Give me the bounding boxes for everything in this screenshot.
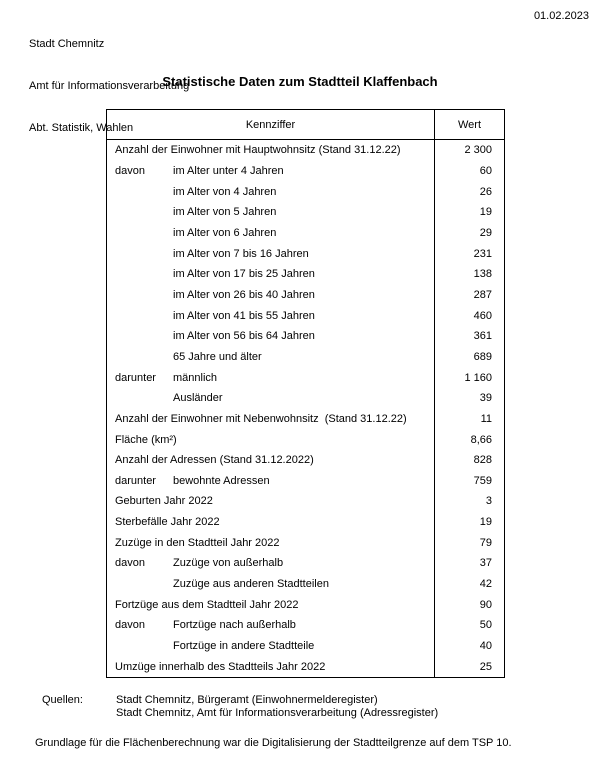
row-label-cell <box>107 223 434 244</box>
row-value: 40 <box>434 636 504 657</box>
row-label: Ausländer <box>173 392 223 405</box>
row-label-cell <box>107 491 434 512</box>
table-row <box>107 594 504 615</box>
row-label: im Alter von 4 Jahren <box>173 185 277 198</box>
row-label-cell <box>107 161 434 182</box>
table-row <box>107 326 504 347</box>
row-label: Sterbefälle Jahr 2022 <box>115 516 220 529</box>
page-title: Statistische Daten zum Stadtteil Klaffenbach <box>162 74 438 89</box>
row-prefix: davon <box>115 164 145 177</box>
row-label-cell <box>107 429 434 450</box>
row-value: 42 <box>434 574 504 595</box>
statistics-table <box>106 109 505 678</box>
table-header-row <box>107 110 504 140</box>
table-row <box>107 553 504 574</box>
row-label-cell <box>107 367 434 388</box>
row-label: Anzahl der Adressen (Stand 31.12.2022) <box>115 454 314 467</box>
row-label: bewohnte Adressen <box>173 474 270 487</box>
row-label: Fläche (km²) <box>115 433 177 446</box>
row-value: 689 <box>434 347 504 368</box>
row-label: im Alter von 56 bis 64 Jahren <box>173 330 315 343</box>
row-label-cell <box>107 202 434 223</box>
row-label-cell <box>107 264 434 285</box>
letterhead-line-office: Amt für Informationsverarbeitung <box>29 80 190 92</box>
row-value: 39 <box>434 388 504 409</box>
row-value: 60 <box>434 161 504 182</box>
row-value: 19 <box>434 202 504 223</box>
row-label: im Alter von 26 bis 40 Jahren <box>173 288 315 301</box>
source-line: Stadt Chemnitz, Bürgeramt (Einwohnermelderegister) <box>116 694 378 706</box>
row-label: Fortzüge in andere Stadtteile <box>173 640 315 653</box>
row-label-cell <box>107 305 434 326</box>
table-row <box>107 202 504 223</box>
table-row <box>107 264 504 285</box>
letterhead-line-city: Stadt Chemnitz <box>29 38 105 50</box>
table-row <box>107 161 504 182</box>
row-label: im Alter von 5 Jahren <box>173 206 277 219</box>
row-label-cell <box>107 140 434 161</box>
row-label: Zuzüge aus anderen Stadtteilen <box>173 578 329 591</box>
row-label: im Alter von 17 bis 25 Jahren <box>173 268 315 281</box>
table-row <box>107 532 504 553</box>
table-row <box>107 512 504 533</box>
row-value: 26 <box>434 181 504 202</box>
row-value: 25 <box>434 656 504 677</box>
row-value: 361 <box>434 326 504 347</box>
document-date: 01.02.2023 <box>533 10 589 22</box>
row-label: Geburten Jahr 2022 <box>115 495 213 508</box>
row-prefix: davon <box>115 619 145 632</box>
row-label-cell <box>107 243 434 264</box>
row-value: 37 <box>434 553 504 574</box>
row-label: 65 Jahre und älter <box>173 350 262 363</box>
row-value: 138 <box>434 264 504 285</box>
footnote: Grundlage für die Flächenberechnung war die Digitalisierung der Stadtteilgrenze auf dem TSP 10. <box>35 737 512 749</box>
row-value: 11 <box>434 409 504 430</box>
table-row <box>107 491 504 512</box>
row-value: 3 <box>434 491 504 512</box>
table-row <box>107 450 504 471</box>
table-row <box>107 656 504 677</box>
row-label: Anzahl der Einwohner mit Hauptwohnsitz (Stand 31.12.22) <box>115 144 401 157</box>
table-row <box>107 471 504 492</box>
row-label-cell <box>107 388 434 409</box>
table-row <box>107 305 504 326</box>
source-line: Stadt Chemnitz, Amt für Informationsverarbeitung (Adressregister) <box>116 707 439 719</box>
row-label-cell <box>107 326 434 347</box>
row-value: 90 <box>434 594 504 615</box>
row-label: Anzahl der Einwohner mit Nebenwohnsitz (Stand 31.12.22) <box>115 412 407 425</box>
table-row <box>107 140 504 161</box>
row-prefix: darunter <box>115 371 156 384</box>
row-label: männlich <box>173 371 218 384</box>
row-label-cell <box>107 532 434 553</box>
row-value: 29 <box>434 223 504 244</box>
table-row <box>107 223 504 244</box>
table-row <box>107 388 504 409</box>
table-row <box>107 636 504 657</box>
row-label: im Alter von 7 bis 16 Jahren <box>173 247 309 260</box>
row-label-cell <box>107 615 434 636</box>
table-row <box>107 574 504 595</box>
table-row <box>107 367 504 388</box>
row-label: im Alter von 41 bis 55 Jahren <box>173 309 315 322</box>
row-label: Fortzüge aus dem Stadtteil Jahr 2022 <box>115 598 299 611</box>
row-value: 8,66 <box>434 429 504 450</box>
table-row <box>107 409 504 430</box>
column-header-wert: Wert <box>434 110 504 139</box>
row-label: im Alter von 6 Jahren <box>173 226 277 239</box>
row-label: Zuzüge von außerhalb <box>173 557 284 570</box>
row-label-cell <box>107 181 434 202</box>
row-value: 231 <box>434 243 504 264</box>
row-label-cell <box>107 656 434 677</box>
row-label-cell <box>107 553 434 574</box>
table-row <box>107 285 504 306</box>
row-label-cell <box>107 574 434 595</box>
row-label-cell <box>107 471 434 492</box>
row-value: 759 <box>434 471 504 492</box>
column-header-kennziffer: Kennziffer <box>245 118 296 131</box>
row-value: 79 <box>434 532 504 553</box>
row-prefix: darunter <box>115 474 156 487</box>
table-row <box>107 181 504 202</box>
table-row <box>107 347 504 368</box>
row-value: 2 300 <box>434 140 504 161</box>
row-value: 287 <box>434 285 504 306</box>
table-row <box>107 615 504 636</box>
row-label-cell <box>107 409 434 430</box>
row-label-cell <box>107 512 434 533</box>
sources-list <box>116 694 438 720</box>
row-label: Zuzüge in den Stadtteil Jahr 2022 <box>115 536 280 549</box>
row-prefix: davon <box>115 557 145 570</box>
row-label-cell <box>107 450 434 471</box>
row-label-cell <box>107 285 434 306</box>
row-value: 50 <box>434 615 504 636</box>
row-label-cell <box>107 636 434 657</box>
row-value: 460 <box>434 305 504 326</box>
table-row <box>107 429 504 450</box>
row-label: Umzüge innerhalb des Stadtteils Jahr 2022 <box>115 660 326 673</box>
row-label-cell <box>107 594 434 615</box>
letterhead-line-department: Abt. Statistik, Wahlen <box>29 122 134 134</box>
row-label: im Alter unter 4 Jahren <box>173 164 284 177</box>
row-value: 828 <box>434 450 504 471</box>
row-label-cell <box>107 347 434 368</box>
table-body <box>107 140 504 677</box>
row-value: 1 160 <box>434 367 504 388</box>
table-row <box>107 243 504 264</box>
row-label: Fortzüge nach außerhalb <box>173 619 296 632</box>
row-value: 19 <box>434 512 504 533</box>
sources-label: Quellen: <box>42 694 83 706</box>
